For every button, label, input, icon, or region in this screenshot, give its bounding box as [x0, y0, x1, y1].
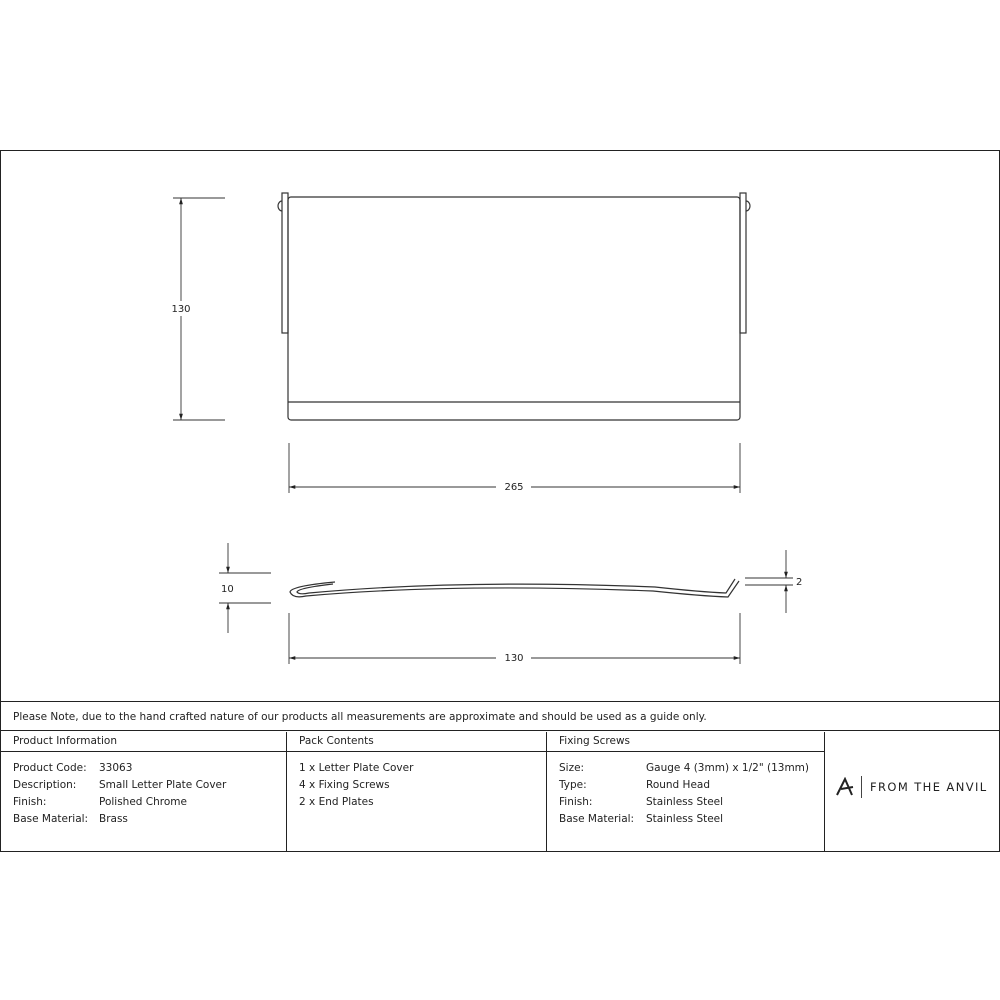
technical-drawing [1, 151, 999, 701]
screw-type-row [559, 777, 812, 794]
info-panels [1, 732, 999, 851]
brand-lockup [835, 776, 988, 798]
description-row [13, 777, 274, 794]
product-information-title: Product Information [1, 732, 286, 752]
pack-item: 2 x End Plates [299, 796, 374, 808]
brand-separator [861, 776, 862, 798]
pack-item: 4 x Fixing Screws [299, 779, 390, 791]
measurement-note: Please Note, due to the hand crafted nature of our products all measurements are approximate and should be used as a guide only. [1, 701, 999, 731]
side-view [290, 579, 739, 597]
side-lip-label: 2 [796, 577, 803, 588]
screw-finish-label: Finish: [559, 796, 593, 808]
pack-contents-panel [287, 732, 547, 851]
screw-finish-value: Stainless Steel [646, 796, 724, 808]
front-view [278, 193, 750, 420]
product-code-value: 33063 [99, 762, 133, 774]
left-end-plate [282, 193, 288, 333]
fixing-screws-title: Fixing Screws [547, 732, 824, 752]
right-end-plate [740, 193, 746, 333]
screw-size-label: Size: [559, 762, 585, 774]
brand-panel [825, 732, 999, 851]
side-height-label: 10 [221, 584, 234, 595]
description-value: Small Letter Plate Cover [99, 779, 227, 791]
screw-type-value: Round Head [646, 779, 711, 791]
front-height-label: 130 [171, 304, 191, 315]
product-information-panel [1, 732, 287, 851]
pack-item: 1 x Letter Plate Cover [299, 762, 414, 774]
pack-contents-title: Pack Contents [287, 732, 546, 752]
screw-base-material-value: Stainless Steel [646, 813, 724, 825]
description-label: Description: [13, 779, 77, 791]
side-lip-dimension [745, 550, 793, 613]
finish-label: Finish: [13, 796, 47, 808]
base-material-row [13, 811, 274, 828]
finish-value: Polished Chrome [99, 796, 187, 808]
screw-base-material-label: Base Material: [559, 813, 635, 825]
side-depth-label: 130 [504, 653, 524, 664]
fixing-screws-panel [547, 732, 825, 851]
front-width-label: 265 [504, 482, 524, 493]
cover-plate-outline [288, 197, 740, 420]
brand-name: FROM THE ANVIL [870, 780, 988, 794]
base-material-value: Brass [99, 813, 128, 825]
screw-finish-row [559, 794, 812, 811]
product-code-row [13, 760, 274, 777]
finish-row [13, 794, 274, 811]
anvil-a-logo-icon [835, 777, 855, 797]
screw-base-material-row [559, 811, 812, 828]
drawing-sheet [0, 150, 1000, 852]
screw-size-value: Gauge 4 (3mm) x 1/2" (13mm) [646, 762, 810, 774]
left-hinge-knuckle [278, 201, 282, 211]
product-code-label: Product Code: [13, 762, 87, 774]
base-material-label: Base Material: [13, 813, 89, 825]
screw-type-label: Type: [559, 779, 587, 791]
screw-size-row [559, 760, 812, 777]
